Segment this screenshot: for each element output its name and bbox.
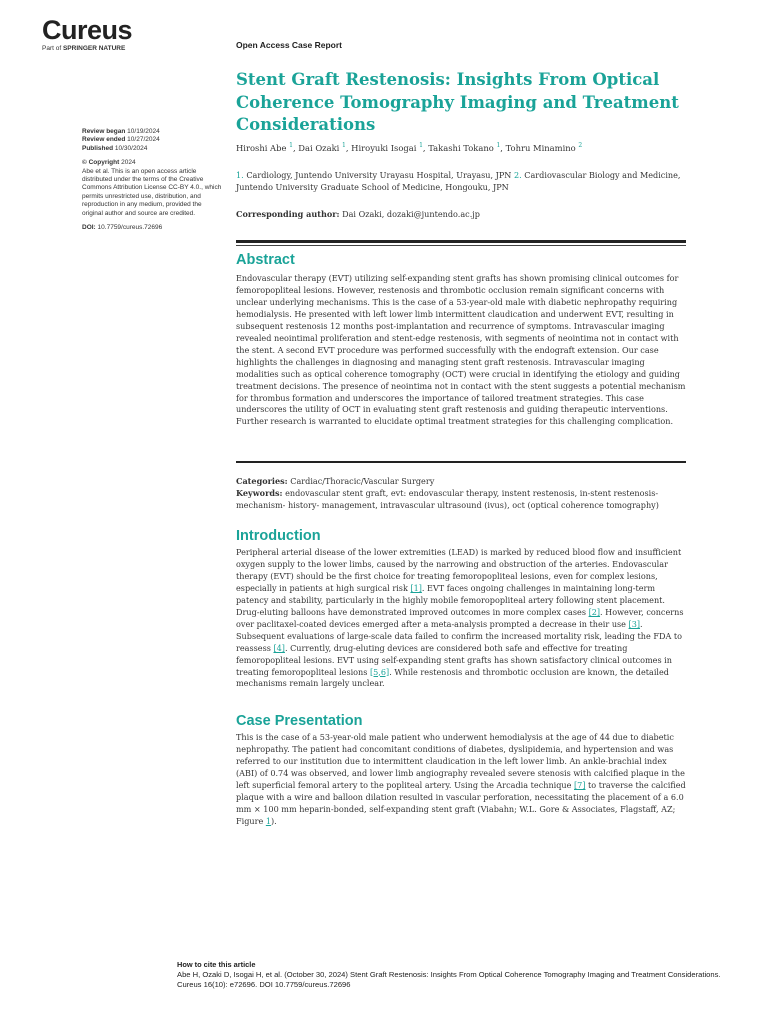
divider	[236, 461, 686, 463]
case-presentation-text: This is the case of a 53-year-old male patient who underwent hemodialysis at the age of 44 due to diabetic nephropathy. The patient had concomitant conditions of diabetes, dyslipidemia, and hypertension and was referred to our institution due to intermittent claudication in the left lower limb. An ankle-brachial index (ABI) of 0.74 was observed, and lower limb angiography revealed severe stenosis with calcified plaque in the left superficial femoral artery to the popliteal artery. Using the Arcadia technique [7] to traverse the calcified plaque with a wire and balloon dilation resulted in vascular perforation, necessitating the placement of a 6.0 mm × 100 mm heparin-bonded, self-expanding stent graft (Viabahn; W.L. Gore & Associates, Flagstaff, AZ; Figure 1).	[236, 732, 686, 826]
abstract-section	[236, 251, 686, 428]
case-presentation-heading: Case Presentation	[236, 713, 363, 729]
affiliations: 1. Cardiology, Juntendo University Urayasu Hospital, Urayasu, JPN 2. Cardiovascular Biology and Medicine, Juntendo University Graduate School of Medicine, Hongouku, JPN	[236, 170, 681, 192]
introduction-section	[236, 527, 686, 690]
introduction-text: Peripheral arterial disease of the lower extremities (LEAD) is marked by reduced blood flow and insufficient oxygen supply to the lower limbs, caused by the narrowing and obstruction of the arteries. Endovascular therapy (EVT) should be the first choice for treating femoropopliteal lesions, even for complex lesions, especially in patients at high surgical risk [1]. EVT faces ongoing challenges in maintaining long-term patency and stability, particularly in the highly mobile femoropopliteal artery following stent placement. Drug-eluting balloons have demonstrated improved outcomes in more complex cases [2]. However, concerns over paclitaxel-coated devices emerged after a meta-analysis prompted a decrease in their use [3]. Subsequent evaluations of large-scale data failed to confirm the increased mortality risk, leading the FDA to reassess [4]. Currently, drug-eluting devices are considered both safe and effective for treating femoropopliteal lesions. EVT using self-expanding stent grafts has shown satisfactory clinical outcomes in treating femoropopliteal lesions [5,6]. While restenosis and thrombotic occlusion are known, the detailed mechanisms remain largely unclear.	[236, 547, 684, 689]
cureus-logo	[42, 16, 132, 52]
author[interactable]: Hiroshi Abe $^1$	[236, 142, 293, 153]
article-sidebar	[82, 128, 222, 232]
logo-wordmark: Cureus	[42, 15, 133, 45]
review-began: Review began 10/19/2024	[82, 128, 160, 135]
reference-link[interactable]: [1]	[410, 582, 422, 593]
author[interactable]: Tohru Minamino $^2$	[505, 142, 583, 153]
license-text: Abe et al. This is an open access article distributed under the terms of the Creative Commons Attribution License CC-BY 4.0., which permits unrestricted use, distribution, and reproduction in any medium, provided the original author and source are credited.	[82, 167, 222, 217]
reference-link[interactable]: [7]	[574, 779, 586, 790]
divider	[236, 245, 686, 246]
divider	[236, 240, 686, 243]
abstract-text: Endovascular therapy (EVT) utilizing self-expanding stent grafts has shown promising clinical outcomes for femoropopliteal lesions. However, restenosis and thrombotic occlusion remain significant concerns with unclear underlying mechanisms. This is the case of a 53-year-old male with diabetic nephropathy requiring hemodialysis. He presented with left lower limb intermittent claudication and underwent EVT, resulting in subsequent restenosis 12 months post-implantation and recurrence of symptoms. Intravascular imaging revealed neointimal proliferation and stent-edge restenosis, with segments of neointima not in contact with the stent. A second EVT procedure was performed successfully with the endograft extension. Our case highlights the challenges in diagnosing and managing stent graft restenosis. Intravascular imaging modalities such as optical coherence tomography (OCT) were crucial in identifying the etiology and guiding treatment decisions. The presence of neointima not in contact with the stent suggests a potential mechanism for thrombus formation and underscores the importance of tailored treatment strategies. This case underscores the utility of OCT in evaluating stent graft restenosis and guiding therapeutic interventions. Further research is warranted to elucidate optimal treatment strategies for this challenging complication.	[236, 273, 686, 427]
figure-link[interactable]: 1	[265, 815, 271, 826]
logo-subtitle: Part of SPRINGER NATURE	[42, 45, 126, 52]
citation-text: Abe H, Ozaki D, Isogai H, et al. (October 30, 2024) Stent Graft Restenosis: Insights From Optical Coherence Tomography Imaging and Treatment Considerations. Cureus 16(10): e72696. DOI 10.7759/cureus.72696	[177, 970, 721, 989]
reference-link[interactable]: [5,6]	[370, 666, 390, 677]
author[interactable]: Dai Ozaki $^1$	[298, 142, 346, 153]
citation-label: How to cite this article	[177, 960, 256, 969]
introduction-heading: Introduction	[236, 528, 321, 544]
author[interactable]: Hiroyuki Isogai $^1$	[351, 142, 423, 153]
reference-link[interactable]: [2]	[588, 606, 601, 617]
article-type: Open Access Case Report	[236, 40, 342, 50]
article-title: Stent Graft Restenosis: Insights From Optical Coherence Tomography Imaging and Treatment Considerations	[236, 70, 679, 134]
keywords: Keywords: endovascular stent graft, evt: endovascular therapy, instent restenosis, in-stent restenosis- mechanism- history- management, intravascular ultrasound (ivus), oct (optical coherence tomography)	[236, 488, 659, 510]
author[interactable]: Takashi Tokano $^1$	[428, 142, 501, 153]
corresponding-author: Corresponding author: Dai Ozaki, dozaki@juntendo.ac.jp	[236, 209, 480, 219]
copyright: © Copyright 2024	[82, 159, 136, 167]
author-list: Hiroshi Abe $^1$, Dai Ozaki $^1$, Hiroyuki Isogai $^1$, Takashi Tokano $^1$, Tohru Minamino $^2$	[236, 142, 583, 153]
case-presentation-section	[236, 712, 686, 828]
published-date: Published 10/30/2024	[82, 144, 148, 152]
reference-link[interactable]: [3]	[628, 618, 641, 629]
categories: Categories: Cardiac/Thoracic/Vascular Surgery	[236, 476, 435, 486]
review-ended: Review ended 10/27/2024	[82, 136, 160, 144]
citation-footer	[177, 960, 737, 990]
reference-link[interactable]: [4]	[273, 642, 285, 653]
abstract-heading: Abstract	[236, 252, 295, 268]
doi: DOI: 10.7759/cureus.72696	[82, 224, 163, 232]
